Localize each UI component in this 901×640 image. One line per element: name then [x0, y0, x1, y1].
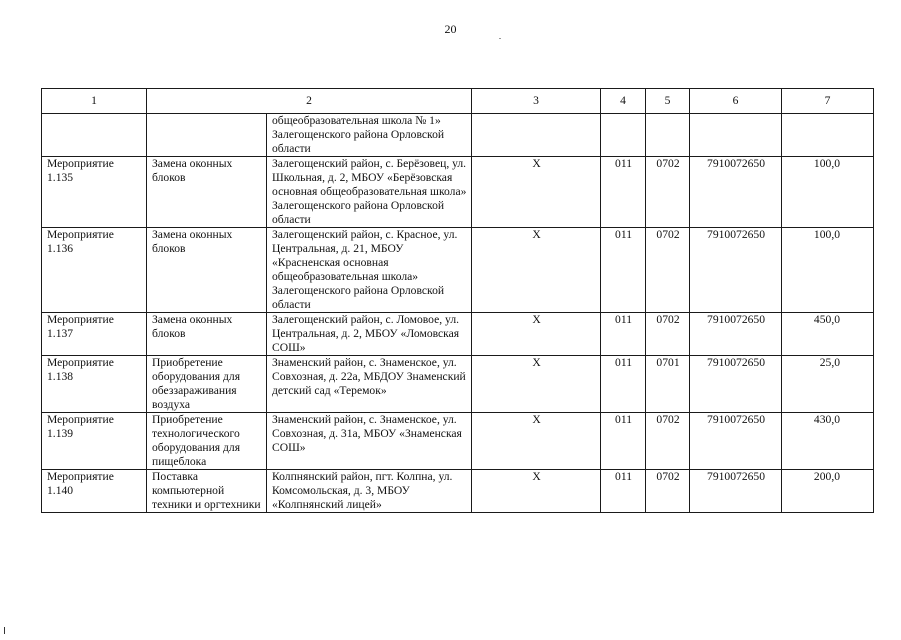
- code-cell: 011: [601, 157, 646, 228]
- scan-artifact: [499, 38, 501, 39]
- description-cell: [147, 114, 267, 157]
- header-cell-1: 1: [42, 89, 147, 114]
- amount-cell: 430,0: [782, 413, 874, 470]
- address-cell: Залегощенский район, с. Ломовое, ул. Центральная, д. 2, МБОУ «Ломовская СОШ»: [267, 313, 472, 356]
- description-cell: Приобретение оборудования для обеззараживания воздуха: [147, 356, 267, 413]
- table-row: [42, 114, 874, 157]
- budget-table-container: [41, 88, 873, 513]
- target-code-cell: 7910072650: [690, 313, 782, 356]
- address-cell: Залегощенский район, с. Берёзовец, ул. Школьная, д. 2, МБОУ «Берёзовская основная общеобразовательная школа» Залегощенского района Орловской области: [267, 157, 472, 228]
- description-cell: Замена оконных блоков: [147, 228, 267, 313]
- code-cell: [601, 114, 646, 157]
- x-cell: X: [472, 470, 601, 513]
- amount-cell: 100,0: [782, 157, 874, 228]
- code-cell: 011: [601, 313, 646, 356]
- header-cell-5: 5: [646, 89, 690, 114]
- header-cell-4: 4: [601, 89, 646, 114]
- x-cell: X: [472, 228, 601, 313]
- amount-cell: 25,0: [782, 356, 874, 413]
- section-cell: 0701: [646, 356, 690, 413]
- code-cell: 011: [601, 470, 646, 513]
- description-cell: Поставка компьютерной техники и оргтехники: [147, 470, 267, 513]
- header-cell-7: 7: [782, 89, 874, 114]
- measure-cell: [42, 114, 147, 157]
- table-row: [42, 470, 874, 513]
- address-cell: Знаменский район, с. Знаменское, ул. Совхозная, д. 31а, МБОУ «Знаменская СОШ»: [267, 413, 472, 470]
- section-cell: 0702: [646, 157, 690, 228]
- section-cell: 0702: [646, 313, 690, 356]
- measure-cell: Мероприятие 1.140: [42, 470, 147, 513]
- measure-cell: Мероприятие 1.135: [42, 157, 147, 228]
- code-cell: 011: [601, 228, 646, 313]
- address-cell: Знаменский район, с. Знаменское, ул. Совхозная, д. 22а, МБДОУ Знаменский детский сад «Теремок»: [267, 356, 472, 413]
- target-code-cell: 7910072650: [690, 470, 782, 513]
- section-cell: 0702: [646, 228, 690, 313]
- page-number: 20: [444, 22, 457, 36]
- amount-cell: 200,0: [782, 470, 874, 513]
- target-code-cell: 7910072650: [690, 356, 782, 413]
- table-row: [42, 413, 874, 470]
- section-cell: [646, 114, 690, 157]
- description-cell: Замена оконных блоков: [147, 313, 267, 356]
- x-cell: X: [472, 413, 601, 470]
- section-cell: 0702: [646, 470, 690, 513]
- header-row: [42, 89, 874, 114]
- scan-artifact: [4, 627, 5, 634]
- measure-cell: Мероприятие 1.138: [42, 356, 147, 413]
- measure-cell: Мероприятие 1.137: [42, 313, 147, 356]
- target-code-cell: 7910072650: [690, 413, 782, 470]
- code-cell: 011: [601, 356, 646, 413]
- address-cell: общеобразовательная школа № 1» Залегощенского района Орловской области: [267, 114, 472, 157]
- header-cell-2: 2: [147, 89, 472, 114]
- code-cell: 011: [601, 413, 646, 470]
- target-code-cell: 7910072650: [690, 228, 782, 313]
- header-cell-3: 3: [472, 89, 601, 114]
- budget-table: [41, 88, 874, 513]
- target-code-cell: 7910072650: [690, 157, 782, 228]
- x-cell: X: [472, 313, 601, 356]
- table-row: [42, 228, 874, 313]
- x-cell: [472, 114, 601, 157]
- amount-cell: 450,0: [782, 313, 874, 356]
- table-row: [42, 313, 874, 356]
- table-row: [42, 157, 874, 228]
- amount-cell: 100,0: [782, 228, 874, 313]
- x-cell: X: [472, 356, 601, 413]
- address-cell: Колпнянский район, пгт. Колпна, ул. Комсомольская, д. 3, МБОУ «Колпнянский лицей»: [267, 470, 472, 513]
- section-cell: 0702: [646, 413, 690, 470]
- measure-cell: Мероприятие 1.139: [42, 413, 147, 470]
- target-code-cell: [690, 114, 782, 157]
- amount-cell: [782, 114, 874, 157]
- description-cell: Приобретение технологического оборудования для пищеблока: [147, 413, 267, 470]
- header-cell-6: 6: [690, 89, 782, 114]
- measure-cell: Мероприятие 1.136: [42, 228, 147, 313]
- description-cell: Замена оконных блоков: [147, 157, 267, 228]
- x-cell: X: [472, 157, 601, 228]
- table-row: [42, 356, 874, 413]
- address-cell: Залегощенский район, с. Красное, ул. Центральная, д. 21, МБОУ «Красненская основная общеобразовательная школа» Залегощенского района Орловской области: [267, 228, 472, 313]
